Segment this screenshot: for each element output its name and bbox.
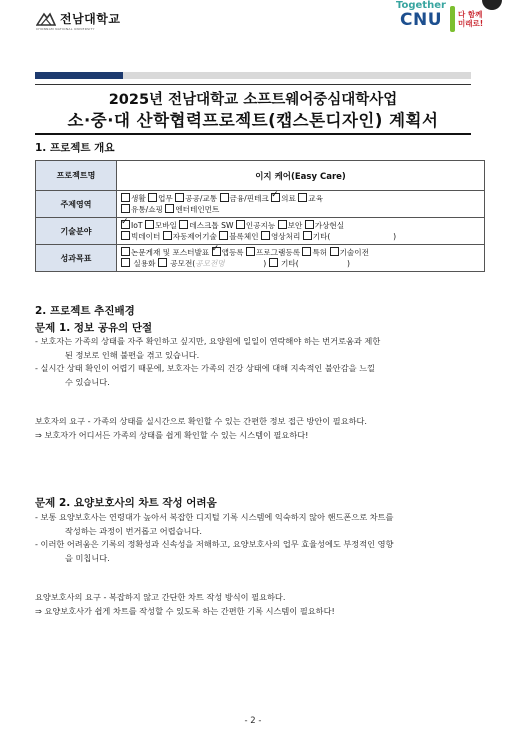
label-topic: 주제영역 xyxy=(36,191,117,218)
checkbox[interactable] xyxy=(175,193,184,202)
checkbox[interactable] xyxy=(305,220,314,229)
cnu-accent-bar xyxy=(450,6,455,32)
checkbox[interactable] xyxy=(330,247,339,256)
bullet-text: 작성하는 과정이 번거롭고 어렵습니다. xyxy=(65,525,202,536)
option-label: 가상현실 xyxy=(314,221,347,230)
checkbox[interactable] xyxy=(121,258,130,267)
checkbox[interactable] xyxy=(303,231,312,240)
checkbox[interactable] xyxy=(148,193,157,202)
option-label: 의료 xyxy=(281,194,299,203)
label-tech: 기술분야 xyxy=(36,218,117,245)
row-outcome xyxy=(36,245,485,272)
value-project-name: 이지 케어(Easy Care) xyxy=(117,161,485,191)
checkbox-checked[interactable] xyxy=(121,220,130,229)
problem2-title: 문제 2. 요양보호사의 차트 작성 어려움 xyxy=(35,497,217,509)
corner-circle xyxy=(482,0,502,10)
option-label: ) xyxy=(224,259,269,268)
value-outcome xyxy=(117,245,485,272)
title-top-bar-accent xyxy=(35,72,123,79)
problem1-bullets xyxy=(35,335,495,389)
checkbox[interactable] xyxy=(121,231,130,240)
bullet-text: - 보통 요양보호사는 연령대가 높아서 복잡한 디지털 기록 시스템에 익숙하지 않아 핸드폰으로 차트를 xyxy=(35,512,394,522)
bullet-text: - 이러한 어려움은 기록의 정확성과 신속성을 저해하고, 요양보호사의 업무 효율성에도 부정적인 영향 xyxy=(35,539,394,549)
row-tech xyxy=(36,218,485,245)
value-tech xyxy=(117,218,485,245)
option-label: 영상처리 xyxy=(270,232,303,241)
bullet-text: 된 정보로 인해 불편을 겪고 있습니다. xyxy=(65,349,200,360)
checkbox-checked[interactable] xyxy=(212,247,221,256)
option-label: 논문게재 및 포스터발표 xyxy=(131,248,212,257)
university-logo xyxy=(36,10,120,27)
checkbox[interactable] xyxy=(298,193,307,202)
problem2-summary xyxy=(35,590,495,618)
motto-line1: 다 함께 xyxy=(458,10,483,19)
university-emblem-icon xyxy=(36,12,56,26)
tech-options-line2 xyxy=(121,231,480,242)
row-topic xyxy=(36,191,485,218)
option-label: 실용화 xyxy=(133,259,156,268)
motto xyxy=(458,10,483,28)
option-label: 금융/핀테크 xyxy=(229,194,272,203)
summary-line: ⇒ 요양보호사가 쉽게 차트를 작성할 수 있도록 하는 간편한 기록 시스템이 필요하다! xyxy=(35,606,335,616)
option-label: 블록체인 xyxy=(229,232,261,241)
checkbox[interactable] xyxy=(163,231,172,240)
option-label: 공모전( xyxy=(170,259,196,268)
topic-options-line1 xyxy=(121,193,480,204)
label-outcome: 성과목표 xyxy=(36,245,117,272)
option-label: 모바일 xyxy=(154,221,180,230)
checkbox[interactable] xyxy=(236,220,245,229)
cnu-text: CNU xyxy=(400,10,443,30)
checkbox[interactable] xyxy=(246,247,255,256)
checkbox[interactable] xyxy=(219,231,228,240)
checkbox[interactable] xyxy=(302,247,311,256)
checkbox[interactable] xyxy=(121,204,130,213)
bullet-text: 을 미칩니다. xyxy=(65,552,110,563)
cnu-slogan-logo xyxy=(392,0,492,38)
option-label: 자동제어기술 xyxy=(172,232,220,241)
checkbox[interactable] xyxy=(165,204,174,213)
option-label: 특허 xyxy=(312,248,330,257)
option-label: 기술이전 xyxy=(339,248,372,257)
option-label: IoT xyxy=(131,221,145,230)
summary-line: 보호자의 요구 - 가족의 상태를 실시간으로 확인할 수 있는 간편한 정보 접근 방안이 필요하다. xyxy=(35,416,368,426)
university-name: 전남대학교 xyxy=(60,12,121,26)
checkbox[interactable] xyxy=(278,220,287,229)
checkbox[interactable] xyxy=(269,258,278,267)
title-rule-bottom xyxy=(35,133,471,135)
option-label: 생활 xyxy=(131,194,149,203)
university-english-name: CHONNAM NATIONAL UNIVERSITY xyxy=(36,27,95,31)
option-label: 업무 xyxy=(158,194,176,203)
checkbox[interactable] xyxy=(220,193,229,202)
problem2-bullets xyxy=(35,511,495,565)
option-label: 교육 xyxy=(308,194,326,203)
summary-line: 요양보호사의 요구 - 복잡하지 않고 간단한 차트 작성 방식이 필요하다. xyxy=(35,592,286,602)
option-label: 유통/쇼핑 xyxy=(131,205,166,214)
value-topic xyxy=(117,191,485,218)
checkbox[interactable] xyxy=(261,231,270,240)
option-label: 보안 xyxy=(287,221,305,230)
motto-line2: 미래로! xyxy=(458,19,484,28)
problem1-title: 문제 1. 정보 공유의 단절 xyxy=(35,322,153,334)
option-label: 앱등록 xyxy=(221,248,247,257)
checkbox[interactable] xyxy=(158,258,167,267)
checkbox-checked[interactable] xyxy=(271,193,280,202)
option-label: 프로그램등록 xyxy=(256,248,303,257)
option-label: 기타( ) xyxy=(281,259,350,268)
section2-heading: 2. 프로젝트 추진배경 xyxy=(35,305,135,317)
checkbox[interactable] xyxy=(121,247,130,256)
page-number: - 2 - xyxy=(244,716,262,726)
contest-name-placeholder: 공모전명 xyxy=(195,259,225,268)
label-project-name: 프로젝트명 xyxy=(36,161,117,191)
document-title-line1: 2025년 전남대학교 소프트웨어중심대학사업 xyxy=(108,92,398,108)
tech-options-line1 xyxy=(121,220,480,231)
outcome-options-line1 xyxy=(121,247,480,258)
outcome-options-line2 xyxy=(121,258,480,269)
topic-options-line2 xyxy=(121,204,480,215)
option-label: 인공지능 xyxy=(245,221,278,230)
row-project-name xyxy=(36,161,485,191)
section1-heading: 1. 프로젝트 개요 xyxy=(35,142,115,154)
option-label: 엔터테인먼트 xyxy=(175,205,222,214)
option-label: 기타( ) xyxy=(312,232,399,241)
checkbox[interactable] xyxy=(179,220,188,229)
checkbox[interactable] xyxy=(121,193,130,202)
summary-line: ⇒ 보호자가 어디서든 가족의 상태를 쉽게 확인할 수 있는 시스템이 필요하다! xyxy=(35,430,309,440)
title-rule-top xyxy=(35,84,471,85)
together-text: Together xyxy=(396,0,446,11)
bullet-text: - 실시간 상태 확인이 어렵기 때문에, 보호자는 가족의 건강 상태에 대해 지속적인 불안감을 느낄 xyxy=(35,363,375,373)
option-label: 데스크톱 SW xyxy=(189,221,236,230)
project-overview-table xyxy=(35,160,485,272)
bullet-text: - 보호자는 가족의 상태를 자주 확인하고 싶지만, 요양원에 일일이 연락해야 하는 번거로움과 제한 xyxy=(35,336,381,346)
option-label: 공공/교통 xyxy=(185,194,220,203)
problem1-summary xyxy=(35,414,495,442)
bullet-text: 수 있습니다. xyxy=(65,376,110,387)
document-title-line2: 소·중·대 산학협력프로젝트(캡스톤디자인) 계획서 xyxy=(67,111,439,130)
option-label: 빅데이터 xyxy=(131,232,163,241)
checkbox[interactable] xyxy=(145,220,154,229)
